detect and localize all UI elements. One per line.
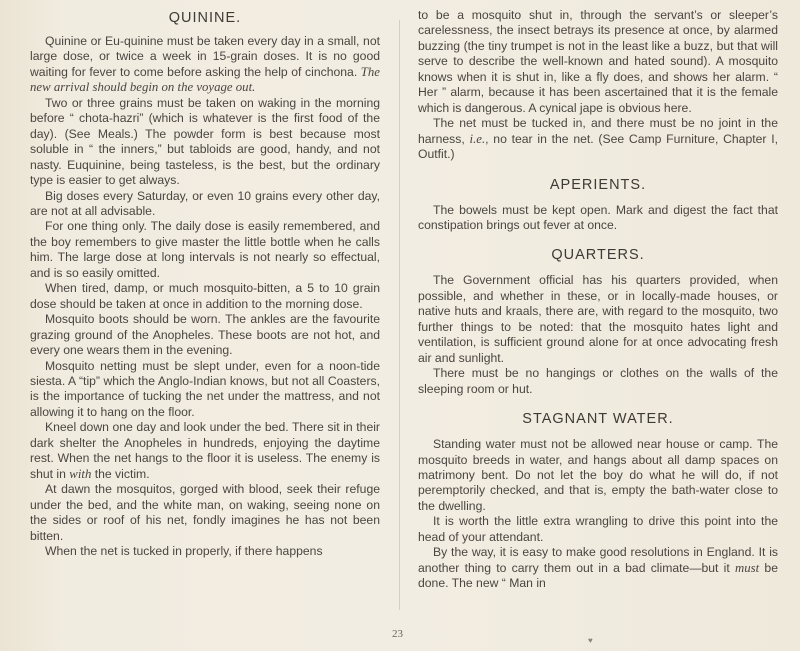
text-run: the victim. — [91, 466, 150, 481]
paragraph: Mosquito netting must be slept under, even for a noon-tide siesta. A “tip” which the Anglo-Indian knows, but not all Coasters, is the importance of tucking the net under the mattress, and not allowing it to hang on the floor. — [30, 358, 380, 419]
paragraph — [418, 116, 778, 162]
paragraph — [30, 34, 380, 96]
paragraph: When the net is tucked in properly, if there happens — [45, 543, 323, 558]
heading-quinine: QUININE. — [168, 10, 242, 26]
printer-mark: ♥ — [588, 636, 593, 645]
paragraph: The Government official has his quarters provided, when possible, and whether in these, or in locally-made houses, or native huts and kraals, there are, with regard to the mosquito, two further things to be noted: that the mosquito hates light and ventilation, is sufficient ground alone for at once advocating fresh air and sunlight. — [418, 273, 778, 365]
text-run: Kneel down one day and look under the bed. There sit in their dark shelter the Anopheles in hundreds, enjoying the daytime rest. When the net hangs to the floor it is useless. The enemy is shut in — [30, 420, 380, 481]
left-column — [30, 8, 380, 559]
paragraph: For one thing only. The daily dose is easily remembered, and the boy remembers to give master the little bottle when he calls him. The large dose at long intervals is not nearly so effectual, and is so easily omitted. — [30, 219, 380, 280]
paragraph — [30, 420, 380, 482]
italic-run: must — [735, 560, 760, 575]
paragraph: At dawn the mosquitos, gorged with blood, seek their refuge under the bed, and the white man, on waking, seeing none on the sides or roof of his net, fondly imagines he has not been bitten. — [30, 482, 380, 543]
heading-quarters: QUARTERS. — [551, 247, 645, 264]
paragraph: When tired, damp, or much mosquito-bitten, a 5 to 10 grain dose should be taken at once in addition to the morning dose. — [30, 281, 380, 311]
text-run: The net must be tucked in, and there must be no joint in the harness, — [418, 116, 778, 146]
paragraph: There must be no hangings or clothes on the walls of the sleeping room or hut. — [418, 366, 778, 396]
page-number: 23 — [392, 628, 403, 640]
paragraph: Big doses every Saturday, or even 10 grains every other day, are not at all advisable. — [30, 188, 380, 218]
paragraph: to be a mosquito shut in, through the servant’s or sleeper’s carelessness, the insect betrays its presence at once, by alarmed buzzing (the tiny trumpet is not in the least like a buzz, but that will serve to describe the well-known and hated sound). A mosquito knows when it is shut in, like a fly does, and shows her alarm. “ Her ” alarm, because it has been ascertained that it is the female which is dangerous. A cynical jape is obvious here. — [418, 8, 778, 115]
text-run: be done. The new “ Man in — [418, 560, 778, 591]
right-column — [418, 8, 778, 592]
paragraph: Standing water must not be allowed near house or camp. The mosquito breeds in water, and hangs about all damp spaces on matrimony bent. Do not let the boy do what he will do, if not peremptorily checked, and that is, empty the bath-water close to the dwelling. — [418, 437, 778, 513]
italic-run: with — [69, 466, 92, 481]
text-run: By the way, it is easy to make good resolutions in England. It is another thing to carry them out in a bad climate—but it — [418, 545, 778, 575]
column-gutter — [399, 20, 400, 610]
paragraph: It is worth the little extra wrangling to drive this point into the head of your attendant. — [418, 514, 778, 544]
heading-stagnant-water: STAGNANT WATER. — [522, 411, 674, 428]
paragraph — [418, 545, 778, 591]
heading-aperients: APERIENTS. — [549, 176, 647, 193]
paragraph: Two or three grains must be taken on waking in the morning before “ chota-hazri” (which is whatever is the first food of the day). (See Meals.) The powder form is best because most soluble in “ the inners,” but tabloids are good, handy, and not nasty. Euquinine, being tasteless, is the best, but the ordinary type is easier to get always. — [30, 95, 380, 188]
paragraph: Mosquito boots should be worn. The ankles are the favourite grazing ground of the Anopheles. These boots are not hot, and every one wears them in the evening. — [30, 312, 380, 358]
paragraph: The bowels must be kept open. Mark and digest the fact that constipation brings out fever at once. — [418, 202, 778, 232]
text-run: , no tear in the net. (See Camp Furniture, Chapter I, Outfit.) — [418, 131, 778, 162]
italic-run: The new arrival should begin on the voyage out. — [30, 64, 380, 95]
text-run: Quinine or Eu-quinine must be taken every day in a small, not large dose, or twice a week in 15-grain doses. It is no good waiting for fever to come before asking the help of cinchona. — [30, 34, 380, 79]
italic-run: i.e. — [469, 131, 486, 146]
